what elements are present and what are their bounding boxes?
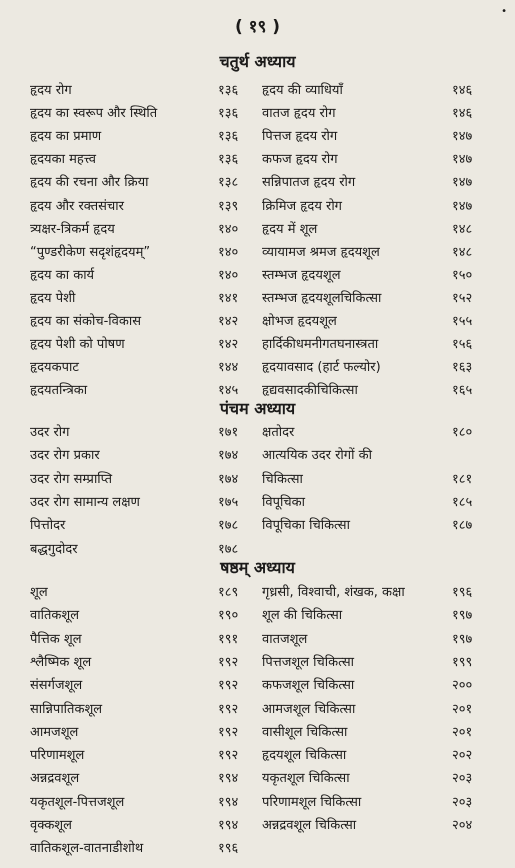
right-page: १४७ (452, 152, 473, 168)
left-page: १४४ (218, 360, 239, 376)
left-page: १९२ (218, 654, 239, 670)
index-row (0, 515, 515, 537)
right-topic: क्षोभज हृदयशूल (262, 314, 337, 329)
right-topic: हृदयावसाद (हार्ट फल्योर) (262, 360, 381, 376)
left-topic: “पुण्डरीकेण सदृशंहृदयम्” (30, 244, 151, 260)
left-topic: उदर रोग (30, 425, 70, 440)
right-topic: व्यायामज श्रमज हृदयशूल (262, 244, 380, 260)
right-topic: विपूचिका (262, 494, 305, 510)
index-row (0, 357, 515, 379)
left-page: १७४ (218, 471, 239, 487)
left-page: १३६ (218, 129, 239, 145)
right-topic: क्षतोदर (262, 425, 295, 440)
right-topic: यकृतशूल चिकित्सा (262, 771, 350, 787)
left-page: १९२ (218, 701, 239, 717)
left-page: १३८ (218, 175, 239, 191)
chapter-title: चतुर्थ अध्याय (219, 52, 296, 71)
page-number: ( १९ ) (234, 17, 281, 37)
right-topic: कफज हृदय रोग (262, 152, 338, 168)
index-row (0, 745, 515, 767)
right-page: १४७ (452, 198, 473, 214)
left-topic: उदर रोग सामान्य लक्षण (30, 494, 140, 510)
right-page: १४८ (452, 221, 473, 237)
right-page: १९७ (452, 631, 473, 647)
left-topic: हृदय की रचना और क्रिया (30, 175, 149, 191)
left-topic: परिणामशूल (30, 748, 85, 764)
right-page: २०३ (452, 794, 473, 810)
left-page: १९६ (218, 841, 239, 857)
right-page: १६३ (452, 360, 473, 376)
left-topic: वृक्कशूल (30, 818, 72, 833)
left-page: १७५ (218, 494, 239, 510)
left-page: १७८ (218, 541, 239, 557)
right-topic: परिणामशूल चिकित्सा (262, 794, 362, 810)
right-topic: हृदय में शूल (262, 221, 318, 237)
left-page: १४१ (218, 290, 239, 306)
index-row (0, 126, 515, 148)
right-topic: पित्तजशूल चिकित्सा (262, 654, 355, 670)
left-topic: हृदय का प्रमाण (30, 129, 102, 145)
right-page: १८१ (452, 471, 473, 487)
index-row (0, 675, 515, 697)
left-page: १९४ (218, 794, 239, 810)
right-page: २०० (452, 678, 473, 694)
chapter-title: षष्ठम् अध्याय (220, 558, 295, 577)
index-row (0, 196, 515, 218)
right-topic: हृदय की व्याधियाँ (262, 83, 343, 98)
right-page: १४७ (452, 129, 473, 145)
left-topic: उदर रोग सम्प्राप्ति (30, 471, 113, 487)
left-topic: सान्निपातिकशूल (30, 701, 103, 717)
index-row (0, 103, 515, 125)
left-topic: हृदय पेशी को पोषण (30, 337, 125, 353)
right-page: १४६ (452, 83, 473, 98)
index-row (0, 582, 515, 604)
index-row (0, 288, 515, 310)
left-page: १९२ (218, 724, 239, 740)
right-topic: कफजशूल चिकित्सा (262, 678, 355, 694)
left-topic: संसर्गजशूल (30, 678, 83, 694)
right-topic: स्तम्भज हृदयशूल (262, 267, 341, 283)
index-row (0, 265, 515, 287)
right-topic: चिकित्सा (262, 471, 303, 487)
left-topic: हृदय का संकोच-विकास (30, 314, 142, 329)
index-row (0, 629, 515, 651)
left-topic: हृदय का कार्य (30, 267, 95, 283)
right-topic: वातजशूल (262, 631, 308, 647)
right-page: २०३ (452, 771, 473, 787)
left-page: १९४ (218, 771, 239, 787)
right-page: १५६ (452, 337, 473, 353)
left-page: १९४ (218, 818, 239, 833)
right-page: १८५ (452, 494, 473, 510)
left-topic: बद्धगुदोदर (30, 541, 78, 557)
right-page: १५० (452, 267, 473, 283)
right-topic: शूल की चिकित्सा (262, 608, 343, 624)
index-row (0, 722, 515, 744)
index-row (0, 172, 515, 194)
index-row (0, 219, 515, 241)
left-page: १४५ (218, 383, 239, 399)
index-row (0, 605, 515, 627)
right-page: १५५ (452, 314, 473, 329)
index-row (0, 311, 515, 333)
left-topic: हृदय और रक्तसंचार (30, 198, 124, 214)
left-page: १४२ (218, 314, 239, 329)
index-row (0, 422, 515, 444)
index-row (0, 469, 515, 491)
right-topic: गृध्रसी, विश्वाची, शंखक, कक्षा (262, 585, 405, 600)
left-topic: पैत्तिक शूल (30, 631, 82, 647)
right-page: २०४ (452, 818, 473, 833)
right-topic: पित्तज हृदय रोग (262, 129, 338, 145)
left-page: १८९ (218, 585, 239, 600)
index-row (0, 815, 515, 837)
index-row (0, 445, 515, 467)
left-page: १३६ (218, 106, 239, 122)
right-topic: वातज हृदय रोग (262, 106, 336, 122)
index-row (0, 492, 515, 514)
right-page: १४७ (452, 175, 473, 191)
left-topic: हृदयकपाट (30, 360, 79, 376)
left-topic: त्र्यक्षर-त्रिकर्म हृदय (30, 221, 115, 237)
left-topic: हृदय का स्वरूप और स्थिति (30, 106, 158, 122)
index-row (0, 80, 515, 102)
right-topic: सन्निपातज हृदय रोग (262, 175, 356, 191)
right-topic: वासीशूल चिकित्सा (262, 724, 348, 740)
right-page: २०१ (452, 701, 473, 717)
right-page: २०१ (452, 724, 473, 740)
right-topic: स्तम्भज हृदयशूलचिकित्सा (262, 290, 382, 306)
left-topic: हृदयका महत्त्व (30, 152, 96, 168)
right-page: १९६ (452, 585, 473, 600)
right-topic: विपूचिका चिकित्सा (262, 518, 350, 534)
left-page: १९१ (218, 631, 239, 647)
right-topic: अन्नद्रवशूल चिकित्सा (262, 818, 357, 833)
left-page: १३६ (218, 83, 239, 98)
left-topic: अन्नद्रवशूल (30, 771, 80, 787)
left-page: १९२ (218, 678, 239, 694)
left-topic: आमजशूल (30, 724, 79, 740)
index-row (0, 242, 515, 264)
left-topic: वातिकशूल (30, 608, 80, 624)
left-page: १९२ (218, 748, 239, 764)
left-page: १३९ (218, 198, 239, 214)
index-row (0, 792, 515, 814)
right-page: १९७ (452, 608, 473, 624)
left-topic: शूल (30, 585, 48, 600)
right-topic: क्रिमिज हृदय रोग (262, 198, 342, 214)
left-topic: हृदय रोग (30, 83, 72, 98)
right-page: १५२ (452, 290, 473, 306)
index-row (0, 652, 515, 674)
left-page: १७८ (218, 518, 239, 534)
left-page: १४२ (218, 337, 239, 353)
index-row (0, 768, 515, 790)
right-page: १८० (452, 425, 473, 440)
left-page: १४० (218, 244, 239, 260)
right-page: १६५ (452, 383, 473, 399)
index-row (0, 149, 515, 171)
index-row (0, 699, 515, 721)
left-topic: यकृतशूल-पित्तजशूल (30, 794, 125, 810)
right-topic: हृदयशूल चिकित्सा (262, 748, 347, 764)
left-topic: वातिकशूल-वातनाडीशोथ (30, 841, 144, 857)
left-page: १७४ (218, 448, 239, 464)
right-topic: हार्दिकीधमनीगतघनास्त्रता (262, 337, 379, 353)
right-page: १४६ (452, 106, 473, 122)
right-page: १८७ (452, 518, 473, 534)
left-topic: श्लैष्मिक शूल (30, 654, 92, 670)
left-topic: उदर रोग प्रकार (30, 448, 100, 464)
left-topic: हृदय पेशी (30, 290, 76, 306)
left-topic: पित्तोदर (30, 518, 66, 534)
chapter-title: पंचम अध्याय (219, 399, 296, 418)
right-topic: आमजशूल चिकित्सा (262, 701, 356, 717)
right-page: १४८ (452, 244, 473, 260)
corner-mark: • (501, 6, 507, 17)
right-page: २०२ (452, 748, 473, 764)
right-page: १९९ (452, 654, 473, 670)
left-page: १४० (218, 221, 239, 237)
left-topic: हृदयतन्त्रिका (30, 383, 88, 399)
right-topic: हृद्यवसादकीचिकित्सा (262, 383, 358, 399)
index-row (0, 838, 515, 860)
right-topic: आत्ययिक उदर रोगों की (262, 448, 372, 464)
left-page: १९० (218, 608, 239, 624)
index-row (0, 334, 515, 356)
left-page: १३६ (218, 152, 239, 168)
left-page: १७१ (218, 425, 239, 440)
left-page: १४० (218, 267, 239, 283)
